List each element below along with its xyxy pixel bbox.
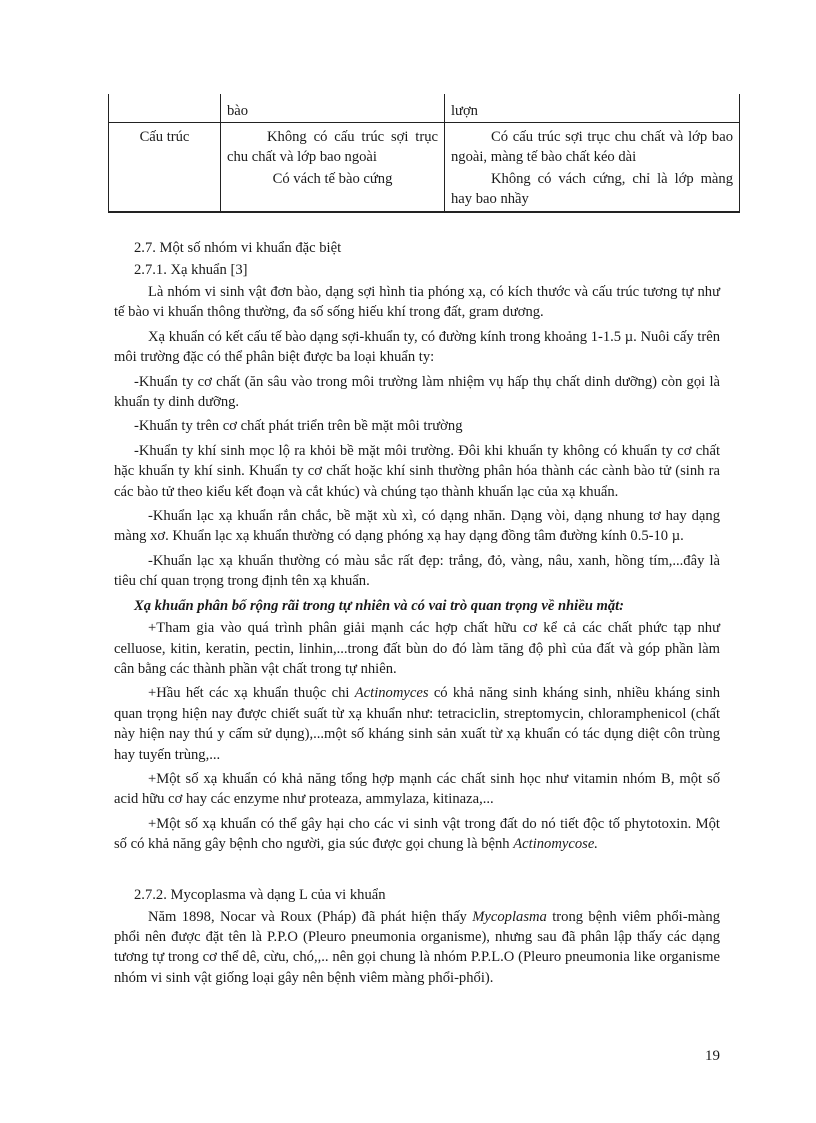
disease-name: Actinomycose. [513,836,598,853]
paragraph: +Một số xạ khuẩn có khả năng tổng hợp mạnh các chất sinh học như vitamin nhóm B, một số acid hữu cơ hay các enzyme như proteaza, ammylaza, kitinaza,... [114,770,720,808]
page-number: 19 [705,1048,720,1064]
table-cell-text: Không có vách cứng, chỉ là lớp màng hay bao nhầy [451,171,733,207]
table-cell-text: Có vách tế bào cứng [272,171,393,187]
table-cell: bào [220,94,444,122]
comparison-table [108,94,740,213]
text-run: +Một số xạ khuẩn có thể gây hại cho các vi sinh vật trong đất do nó tiết độc tố phytotoxin. Một số có khả năng gây bệnh cho người, gia súc được gọi chung là bệnh [114,815,720,853]
paragraph [114,683,720,765]
subsection-heading: 2.7.1. Xạ khuẩn [3] [134,262,248,278]
text-run: +Hầu hết các xạ khuẩn thuộc chi [148,685,355,702]
emphasis-heading: Xạ khuẩn phân bố rộng rãi trong tự nhiên và có vai trò quan trọng về nhiều mặt: [134,597,625,614]
table-cell: lượn [444,94,740,122]
text-run: Năm 1898, Nocar và Roux (Pháp) đã phát hiện thấy [148,908,473,925]
table-cell [444,123,740,211]
table-row-label: Cấu trúc [108,123,220,211]
paragraph: +Tham gia vào quá trình phân giải mạnh các hợp chất hữu cơ kể cả các chất phức tạp như celluose, kitin, keratin, pectin, linhin,...trong đất bùn do đó làm tăng độ phì của đất và góp phần làm cân bằng các thành phần vật chất trong tự nhiên. [114,620,720,677]
main-body [114,238,720,988]
text-run: trong bệnh viêm phổi-màng phổi nên được đặt tên là P.P.O (Pleuro pneumonia organisme), nhưng sau đã phân lập thấy các dạng tương tự trong cơ thể dê, cừu, chó,,.. nên gọi chung là nhóm P.P.L.O (Pleuro pneumonia like organisme nhóm vi sinh vật giống loại gây nên bệnh viêm màng phổi-phổi). [114,908,721,986]
paragraph [114,814,720,855]
paragraph [114,907,720,989]
paragraph: -Khuẩn lạc xạ khuẩn rắn chắc, bề mặt xù xì, có dạng nhăn. Dạng vòi, dạng nhung tơ hay dạng màng xơ. Khuẩn lạc xạ khuẩn thường có dạng phóng xạ hay dạng đồng tâm đường kính 0.5-10 µ. [114,508,720,545]
paragraph: Xạ khuẩn có kết cấu tế bào dạng sợi-khuẩn ty, có đường kính trong khoảng 1-1.5 µ. Nuôi cấy trên môi trường đặc có thể phân biệt được ba loại khuẩn ty: [114,328,720,366]
paragraph: -Khuẩn ty khí sinh mọc lộ ra khỏi bề mặt môi trường. Đôi khi khuẩn ty không có khuẩn ty cơ chất hặc khuẩn ty khí sinh. Khuẩn ty cơ chất hoặc khí sinh thường phân hóa thành các cành bào tử (sinh ra các bào tử theo kiểu kết đoạn và cắt khúc) và chúng tạo thành khuẩn lạc của xạ khuẩn. [114,442,720,500]
subsection-heading: 2.7.2. Mycoplasma và dạng L của vi khuẩn [134,886,386,903]
genus-name: Mycoplasma [472,908,547,925]
section-heading: 2.7. Một số nhóm vi khuẩn đặc biệt [134,240,342,256]
table-row [108,122,740,213]
genus-name: Actinomyces [354,685,429,702]
paragraph: Là nhóm vi sinh vật đơn bào, dạng sợi hình tia phóng xạ, có kích thước và cấu trúc tương tự như tế bào vi khuẩn thông thường, đa số sống hiếu khí trong đất, gram dương. [114,284,720,321]
table-cell [220,123,444,211]
text-run: có khả năng sinh kháng sinh, nhiều kháng sinh quan trọng hiện nay được chiết suất từ xạ khuẩn như: tetraciclin, streptomycin, chloramphenicol (chất này hiện nay thú y cấm sử dụng),...một số kháng sinh sản xuất từ xạ khuẩn có tác dụng diệt côn trùng hay tuyến trùng,... [114,685,720,763]
table-row [108,94,740,122]
paragraph: -Khuẩn ty cơ chất (ăn sâu vào trong môi trường làm nhiệm vụ hấp thụ chất dinh dưỡng) còn gọi là khuẩn ty dinh dưỡng. [114,373,720,411]
table-cell [108,94,220,122]
paragraph: -Khuẩn ty trên cơ chất phát triển trên bề mặt môi trường [134,418,463,435]
paragraph: -Khuẩn lạc xạ khuẩn thường có màu sắc rất đẹp: trắng, đỏ, vàng, nâu, xanh, hồng tím,...đây là tiêu chí quan trọng trong định tên xạ khuẩn. [114,552,720,590]
table-cell-text: Có cấu trúc sợi trục chu chất và lớp bao ngoài, màng tế bào chất kéo dài [451,129,733,165]
table-cell-text: Không có cấu trúc sợi trục chu chất và lớp bao ngoài [227,129,438,165]
